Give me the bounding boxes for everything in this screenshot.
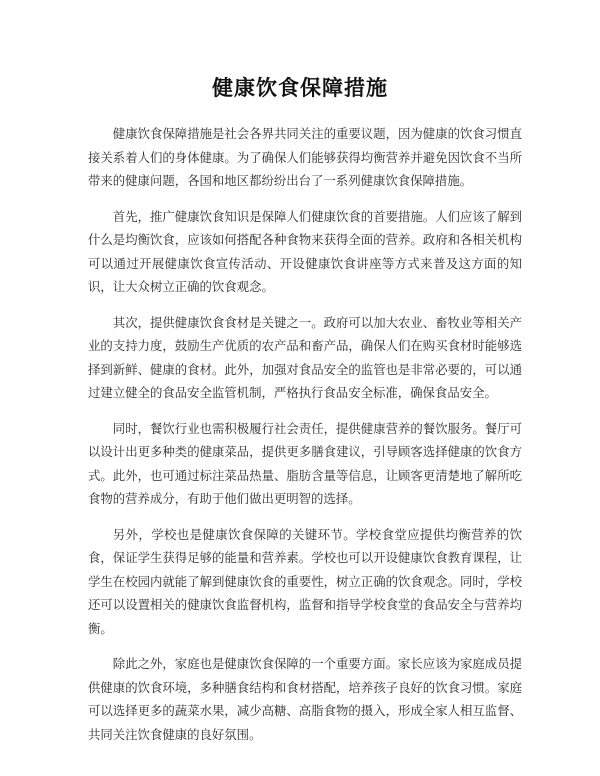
paragraph-knowledge: 首先，推广健康饮食知识是保障人们健康饮食的首要措施。人们应该了解到什么是均衡饮食，应该如何搭配各种食物来获得全面的营养。政府和各相关机构可以通过开展健康饮食宣传活动、开设健康饮食讲座等方式来普及这方面的知识，让大众树立正确的饮食观念。 [88,208,522,294]
document-title: 健康饮食保障措施 [212,76,388,100]
paragraph-school: 另外，学校也是健康饮食保障的关键环节。学校食堂应提供均衡营养的饮食，保证学生获得足够的能量和营养素。学校也可以开设健康饮食教育课程，让学生在校园内就能了解到健康饮食的重要性，树立正确的饮食观念。同时，学校还可以设置相关的健康饮食监督机构，监督和指导学校食堂的食品安全与营养均衡。 [88,526,522,636]
paragraph-ingredients: 其次，提供健康饮食食材是关键之一。政府可以加大农业、畜牧业等相关产业的支持力度，鼓励生产优质的农产品和畜产品，确保人们在购买食材时能够选择到新鲜、健康的食材。此外，加强对食品安全的监管也是非常必要的，可以通过建立健全的食品安全监管机制，严格执行食品安全标准，确保食品安全。 [88,314,522,400]
paragraph-family: 除此之外，家庭也是健康饮食保障的一个重要方面。家长应该为家庭成员提供健康的饮食环境，多种膳食结构和食材搭配，培养孩子良好的饮食习惯。家庭可以选择更多的蔬菜水果，减少高糖、高脂食物的摄入，形成全家人相互监督、共同关注饮食健康的良好氛围。 [88,656,522,742]
paragraph-catering: 同时，餐饮行业也需积极履行社会责任，提供健康营养的餐饮服务。餐厅可以设计出更多种类的健康菜品，提供更多膳食建议，引导顾客选择健康的饮食方式。此外，也可通过标注菜品热量、脂肪含量等信息，让顾客更清楚地了解所吃食物的营养成分，有助于他们做出更明智的选择。 [88,420,522,506]
document-body [88,122,522,758]
paragraph-intro: 健康饮食保障措施是社会各界共同关注的重要议题，因为健康的饮食习惯直接关系着人们的身体健康。为了确保人们能够获得均衡营养并避免因饮食不当所带来的健康问题，各国和地区都纷纷出台了一系列健康饮食保障措施。 [88,126,522,188]
